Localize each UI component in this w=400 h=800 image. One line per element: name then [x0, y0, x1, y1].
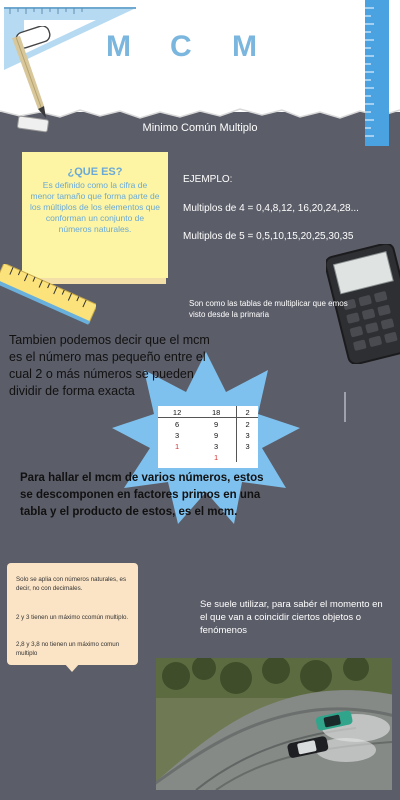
factor-table-grid — [158, 406, 258, 462]
table-cell: 2 — [237, 406, 258, 418]
table-cell — [158, 451, 196, 462]
subtitle: Minimo Común Multiplo — [142, 122, 258, 134]
title — [0, 30, 400, 70]
table-row — [158, 440, 258, 451]
factor-table — [158, 406, 258, 468]
table-cell: 9 — [214, 431, 219, 440]
table-cell: 3 — [237, 429, 258, 440]
table-row — [158, 406, 258, 418]
table-cell: 1 — [214, 453, 219, 462]
also-text: Tambien podemos decir que el mcm es el número mas pequeño entre el cual 2 o más números se pueden dividir de forma exacta — [9, 333, 210, 398]
table-cell: 3 — [237, 440, 258, 451]
divider — [344, 392, 346, 422]
table-cell: 3 — [174, 431, 180, 440]
tip-line: 2 y 3 tienen un máximo ccomún multiplo. — [16, 614, 129, 621]
table-cell: 12 — [158, 406, 196, 418]
table-cell: 18 — [196, 406, 236, 418]
example-heading: EJEMPLO: — [183, 174, 233, 185]
title-letter: M — [106, 30, 133, 63]
measuring-tape-icon — [0, 264, 96, 330]
example-line: Multiplos de 4 = 0,4,8,12, 16,20,24,28... — [183, 203, 359, 214]
table-cell: 6 — [174, 420, 180, 429]
drift-photo — [156, 658, 392, 790]
example-line: Multiplos de 5 = 0,5,10,15,20,25,30,35 — [183, 231, 354, 242]
title-letter: C — [170, 30, 194, 63]
tip-bubble-tail — [64, 663, 80, 672]
table-cell: 3 — [214, 442, 219, 451]
usage-text: Se suele utilizar, para sabér el momento en el que van a coincidir ciertos objetos o fenómenos — [200, 599, 383, 636]
table-cell: 1 — [174, 442, 180, 451]
table-row — [158, 418, 258, 430]
table-row — [158, 451, 258, 462]
tip-line: Solo se aplia con números naturales, es decir, no con decimales. — [16, 576, 127, 592]
tip-bubble — [7, 563, 138, 665]
definition-body: Es definido como la cifra de menor tamaño que forma parte de los múltiplos de los elementos que conforman un conjunto de números naturales. — [30, 180, 160, 234]
table-cell: 2 — [237, 418, 258, 430]
definition-note — [22, 152, 168, 278]
table-cell — [237, 451, 258, 462]
title-letter: M — [232, 30, 259, 63]
table-row — [158, 429, 258, 440]
definition-heading: ¿QUE ES? — [67, 166, 123, 178]
method-text: Para hallar el mcm de varios números, estos se descomponen en factores primos en una tabla y el producto de estos, es el mcm. — [20, 472, 264, 518]
torn-paper-edge — [0, 100, 400, 122]
tables-note: Son como las tablas de multiplicar que emos visto desde la primaria — [189, 299, 348, 319]
table-cell: 9 — [214, 420, 219, 429]
tip-line: 2,8 y 3,8 no tienen un máximo comun multiplo — [16, 641, 120, 657]
